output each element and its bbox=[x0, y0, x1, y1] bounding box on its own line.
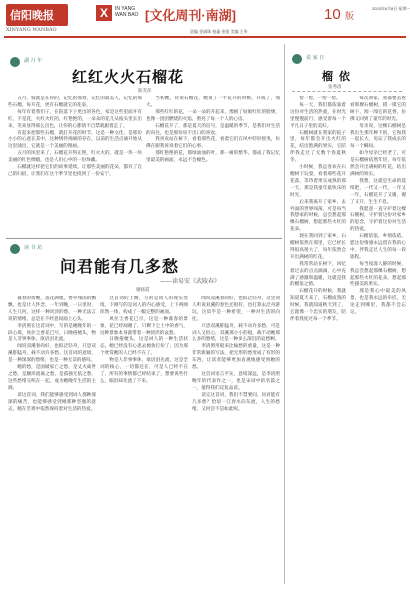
article1-col-right bbox=[146, 96, 280, 232]
article2-byline: 谢晓霞 bbox=[136, 288, 150, 293]
article2-subtitle: ——读易安《武陵春》 bbox=[160, 278, 221, 285]
paragraph: 每年有着我们子，在院落下子更出的各色，家是这些里面开有红，不是花，火红火红的，红艳艳的，一朵朵的花儿从枝头里长出来，笑来显得那么出色，让你的心都情不自禁就跟着走了。 bbox=[8, 109, 142, 129]
paragraph: 每当夜深人静的时候，我总会想起那棵石榴树，想起那些火红的花朵，想起那些甜美的果实。 bbox=[350, 261, 406, 288]
masthead bbox=[0, 0, 410, 40]
article1-column-badge bbox=[8, 55, 43, 69]
paragraph: 读这首词，我们能够感受到词人那种深深的痛苦，也能够感受到她那种坚强的意志，她在苦难中依然保持着对生活的热爱。 bbox=[8, 392, 96, 412]
paragraph: 每次回家，我都要去看看那棵石榴树，摸一摸它的树干，闻一闻它的花香，仿佛又回到了童年的时光。 bbox=[350, 96, 406, 122]
issue-date: 2023年6月8日 星期一 bbox=[372, 6, 410, 11]
column-rule bbox=[284, 44, 285, 584]
paragraph: 母亲说，这棵石榴树是我出生那年种下的，它和我一起长大，见证了我成长的每一个瞬间。 bbox=[350, 123, 406, 150]
paragraph: 日晚倦梳头，这是词人的一种生活状态，她已经没有心思去梳妆打扮了，因为那个欣赏她的人已经不在了。 bbox=[100, 337, 188, 357]
paragraph: 傍一傍，一傍一傍。 bbox=[299, 96, 341, 101]
paragraph: 物是人非事事休，欲语泪先流，这是全词的核心，一切都还在，可是人已经不在了，所有的事情都已经结束了，想要说些什么，眼泪却先流了下来。 bbox=[100, 358, 188, 384]
masthead-rule bbox=[4, 36, 406, 38]
paragraph: 风住尘香花已尽，这是一种暮春的景象，花已经凋谢了，只剩下尘土中的香气，这种景象本身就带着一种淡淡的哀愁。 bbox=[100, 316, 188, 336]
paragraph: 我喜欢站在树下，看着那些花，看着它们在风中轻轻摇曳，仿佛在跟我诉说着它们的心事。 bbox=[146, 137, 280, 150]
article-divider bbox=[6, 238, 282, 239]
paragraph: 读完这首词，我们不禁要问，问君能有几多愁？恰似一江春水向东流，人生的愁绪，又何尝不是如此呢。 bbox=[192, 392, 280, 412]
paragraph: 这首词的上阕，写的是词人的现实处境，下阕写的是词人的内心感受，上下两阕浑然一体，构成了一幅完整的画面。 bbox=[100, 296, 188, 315]
paragraph: 我想，这就是生命的延续吧，一代又一代，一年又一年，石榴花开了又谢，谢了又开，生生不息。 bbox=[350, 178, 406, 205]
paragraph: 这首词语言平实，意境深远，是李清照晚年的代表作之一，也是宋词中的名篇之一，值得我们反复品读。 bbox=[192, 371, 280, 391]
article2-title: 问君能有几多愁 bbox=[60, 257, 180, 276]
paragraph: 五月的风里来了，石榴花开得正艳，红火火的，就是一块一块美丽的红色绸缎，也是人们心中的一份珍藏。 bbox=[8, 151, 142, 164]
badge-circle-icon bbox=[10, 244, 20, 254]
paragraph: 那些红红的花，一朵一朵的开起来，像极了姑娘红红的脸颊，也像一团团燃烧的火焰，照亮了每一个人的心房。 bbox=[146, 109, 280, 122]
paragraph: 现在我回到了家乡，石榴树依然在那里，它已经长得很高很大了，每年依然会开出满树的红花。 bbox=[290, 234, 346, 260]
section-title: [文化周刊·南湖] bbox=[145, 8, 236, 23]
article2-column-label: 读 书 坊 bbox=[24, 245, 43, 251]
article2-col-left bbox=[8, 296, 96, 586]
article2-col-mid bbox=[100, 296, 188, 586]
article3-col-right bbox=[350, 96, 406, 586]
article3-byline: 张秀清 bbox=[328, 85, 342, 90]
paragraph: 石榴花开的时候，我就知道夏天来了，石榴成熟的时候，我就知道秋天到了，它就像一个忠实的朋友，陪伴着我度过每一个季节。 bbox=[290, 289, 346, 322]
paragraph: 如今母亲已经老了，可是石榴树依然年轻，每年依然会开出满树的红花，结出满树的果实。 bbox=[350, 151, 406, 177]
paragraph: 李清照在这首词中，写的是她晚年的一段心境，风住尘香花已尽，日晚倦梳头，物是人非事事休，欲语泪先流。 bbox=[8, 323, 96, 343]
badge-circle-icon bbox=[292, 54, 302, 64]
paragraph: 闻说双溪春尚好，也拟泛轻舟，只恐双溪舴艋舟，载不动许多愁。这首词的意境，是一种深深的愁绪，也是一种无奈的感叹。 bbox=[8, 344, 96, 364]
newspaper-logo bbox=[6, 4, 68, 26]
x-mark-icon: X bbox=[96, 5, 112, 21]
article3-column-label: 说 家 日 bbox=[306, 55, 325, 61]
article1-title: 红红火火石榴花 bbox=[72, 68, 185, 86]
title-dashed-rule bbox=[292, 91, 402, 92]
article1-column-label: 湖 月 年 bbox=[24, 58, 43, 64]
paragraph: 我常常站在树下，回忆着过去的点点滴滴，心中充满了感激和温暖，这就是我的榴依之情。 bbox=[290, 261, 346, 288]
article3-column-badge bbox=[290, 52, 325, 66]
article2-col-right bbox=[192, 296, 280, 586]
article3-col-left bbox=[290, 96, 346, 586]
paragraph: 暮春的傍晚，落花满地，香外残雨的飘飘，也是让人怀念，一年到晚，一日里时，人生几何，这样一种淡淡的愁，一种无法言说的情绪，总是在不经意间涌上心头。 bbox=[8, 296, 96, 322]
article2-column-badge bbox=[8, 242, 43, 256]
paragraph: 有起来把那些石榴，就打开花的时节，这是一种文化，是那份小小的心意在其中，这种情怀绵绵的存在，以前的生活点滴开始从这里涌出，它就是一个美丽的图画。 bbox=[8, 130, 142, 150]
badge-circle-icon bbox=[10, 57, 20, 67]
pinyin-line-1: IN YANG bbox=[115, 6, 136, 12]
paragraph: 石榴花开了，那是夏天的信号，是温暖的季节，是我们对生活的向往，也是那份说不出口的喜欢。 bbox=[146, 123, 280, 136]
article3-title: 榴 依 bbox=[322, 70, 351, 83]
paragraph: 只恐双溪舴艋舟，载不动许多愁，可是词人又担心，双溪那小小的船，载不动她那么多的愁绪，这是一种多么深沉的哀愁啊。 bbox=[192, 323, 280, 343]
pinyin-line-2: WAN BAO bbox=[115, 12, 139, 18]
paragraph: 石榴就这样把它们的故事延续，让那些美丽的花朵，都有了自己的归宿，让我们在这个季节里也找到了一份安宁。 bbox=[8, 165, 142, 177]
page-unit: 版 bbox=[345, 12, 355, 22]
paragraph: 五月，骑就是在你的，记忆的那刻，记忆的最美人，记忆的那些石榴，每开花，更有石榴就它的花姿。 bbox=[8, 96, 142, 108]
pinyin-label bbox=[115, 6, 138, 18]
paragraph: 我愿意一直守护着这棵石榴树，守护着这份对家乡的思念，守护着这份对生活的热爱。 bbox=[350, 206, 406, 233]
paragraph: 石榴树就在我家的院子里，每年都会开出火红的花，结出饱满的果实，它陪伴我走过了无数个春夏秋冬。 bbox=[290, 130, 346, 164]
article1-col-left bbox=[8, 96, 142, 232]
paragraph: 小时候，我总喜欢在石榴树下玩耍，看着那些花开花落，等待着果实成熟的那一天，那是我童年最快乐的时光。 bbox=[290, 165, 346, 198]
logo-text: 信阳晚报 bbox=[10, 9, 54, 22]
editor-credits: 责编 金斌珠 校審 金嘉 美编 王华 bbox=[190, 29, 248, 34]
page-number: 10 bbox=[324, 6, 341, 23]
paragraph: 石榴依依，乡情依依，愿这份情感永远留在我的心中，伴我走过人生的每一段旅程。 bbox=[350, 234, 406, 260]
paragraph: 每一天，我们都依靠着这份对生活的热爱，在时光里慢慢前行，感受着每一个平凡日子里的美好。 bbox=[290, 102, 346, 129]
paragraph: 那是我心中最美的风景，也是我永远的牵挂，无论走到哪里，我都不会忘记。 bbox=[350, 289, 406, 316]
logo-subtitle: XINYANG WANBAO bbox=[6, 27, 57, 33]
paragraph: 那红艳艳的花，那绿油油的叶，那一树的繁华，都成了我记忆里最美的画面，永远不会褪色。 bbox=[146, 151, 280, 164]
paragraph: 李清照用船来比喻愁的重量，这是一种非常新颖的写法，把无形的愁变成了有形的东西，让读者能够更加直观地感受到她的愁。 bbox=[192, 344, 280, 371]
paragraph: 当初她，你说石榴花，她说了一半花开的时候，开成了，加大。 bbox=[146, 96, 280, 108]
paragraph: 闻说双溪春尚好，也拟泛轻舟，这里词人听说双溪的春色还很好，也打算去泛舟游玩，这似乎是一种希望，一种对生活的向往。 bbox=[192, 296, 280, 322]
paragraph: 后来我离开了家乡，去外面的世界闯荡，可是每当我想家的时候，总会想起那棵石榴树，想起那些火红的花朵。 bbox=[290, 199, 346, 233]
article1-byline: 陈芙萍 bbox=[138, 89, 152, 94]
paragraph: 她的愁，是国破家亡之愁，是丈夫离世之愁，是颠沛流离之愁，是孤独无依之愁，这些愁绪交织在一起，成为她晚年生活的主调。 bbox=[8, 365, 96, 391]
